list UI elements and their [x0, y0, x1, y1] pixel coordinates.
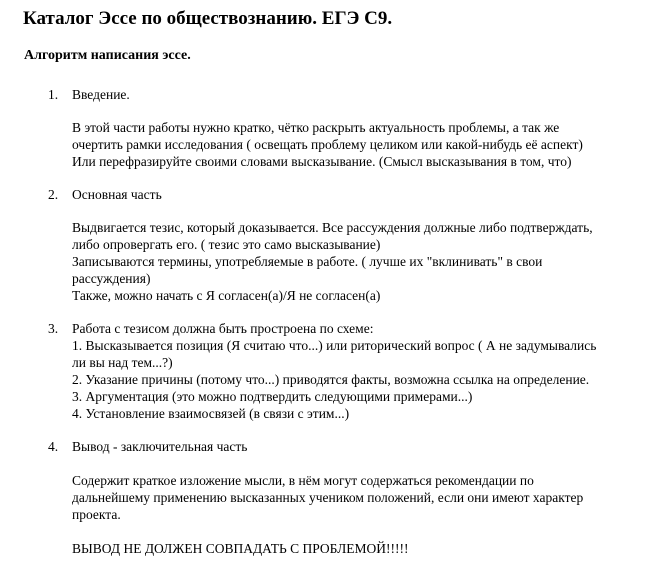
section-1-paragraph [72, 119, 644, 170]
section-3-line: 2. Указание причины (потому что...) приводятся факты, возможна ссылка на определение. [72, 372, 590, 387]
section-2-line: рассуждения) [72, 271, 151, 286]
page-title: Каталог Эссе по обществознанию. ЕГЭ С9. [23, 8, 393, 29]
section-4-heading: Вывод - заключительная часть [72, 439, 248, 454]
section-1-number: 1. [48, 87, 59, 102]
section-1-line: Или перефразируйте своими словами высказывание. (Смысл высказывания в том, что) [72, 154, 572, 169]
section-4-line: дальнейшему применению высказанных учеником положений, если они имеют характер [72, 490, 584, 505]
section-3-line: 3. Аргументация (это можно подтвердить следующими примерами...) [72, 389, 473, 404]
section-1-line: В этой части работы нужно кратко, чётко раскрыть актуальность проблемы, а так же [72, 120, 560, 135]
section-2-line: либо опровергать его. ( тезис это само высказывание) [72, 237, 381, 252]
section-2-paragraph [72, 219, 644, 304]
section-3-number: 3. [48, 321, 59, 336]
essay-algorithm-heading: Алгоритм написания эссе. [24, 48, 191, 63]
section-2-heading: Основная часть [72, 187, 162, 202]
section-1-heading: Введение. [72, 87, 130, 102]
section-2-number: 2. [48, 187, 59, 202]
conclusion-warning: ВЫВОД НЕ ДОЛЖЕН СОВПАДАТЬ С ПРОБЛЕМОЙ!!!!! [72, 541, 409, 556]
section-2-line: Записываются термины, употребляемые в работе. ( лучше их "вклинивать" в свои [72, 254, 543, 269]
section-3-paragraph [72, 337, 644, 422]
section-3-line: 1. Высказывается позиция (Я считаю что...) или риторический вопрос ( А не задумывались [72, 338, 597, 353]
section-3-heading: Работа с тезисом должна быть простроена по схеме: [72, 321, 374, 336]
section-4-paragraph [72, 472, 644, 523]
section-2-line: Выдвигается тезис, который доказывается. Все рассуждения должные либо подтверждать, [72, 220, 593, 235]
section-1-line: очертить рамки исследования ( освещать проблему целиком или какой-нибудь её аспект) [72, 137, 583, 152]
section-4-number: 4. [48, 439, 59, 454]
section-3-line: 4. Установление взаимосвязей (в связи с этим...) [72, 406, 350, 421]
section-3-line: ли вы над тем...?) [72, 355, 173, 370]
section-4-line: проекта. [72, 507, 121, 522]
section-4-line: Содержит краткое изложение мысли, в нём могут содержаться рекомендации по [72, 473, 534, 488]
section-2-line: Также, можно начать с Я согласен(а)/Я не согласен(а) [72, 288, 381, 303]
